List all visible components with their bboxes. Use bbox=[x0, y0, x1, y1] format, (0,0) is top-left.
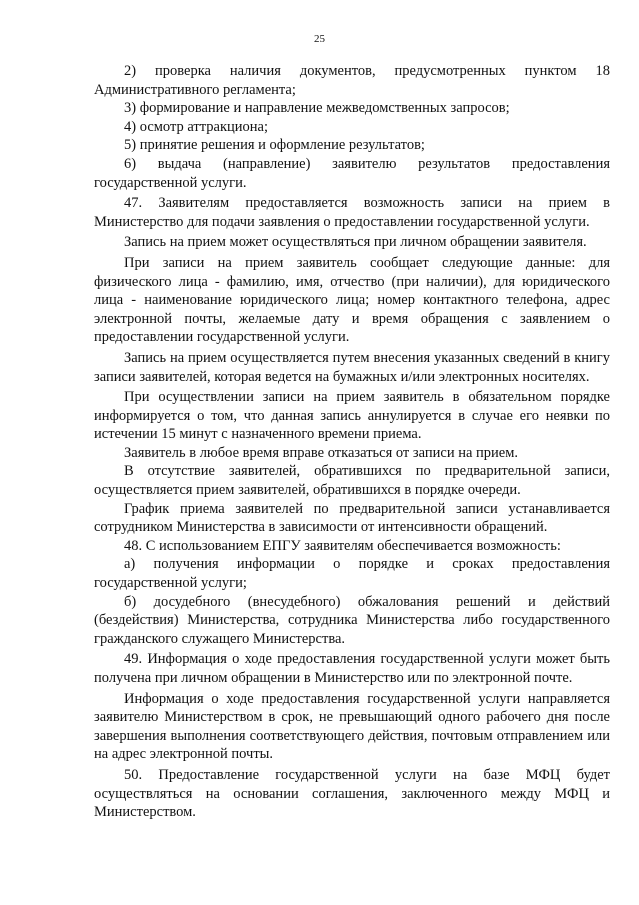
paragraph: 6) выдача (направление) заявителю результатов предоставления государственной услуги. bbox=[94, 155, 610, 191]
paragraph: б) досудебного (внесудебного) обжалования решений и действий (бездействия) Министерства, сотрудника Министерства либо государственного гражданского служащего Министерства. bbox=[94, 593, 610, 647]
document-body bbox=[94, 62, 610, 822]
paragraph: 47. Заявителям предоставляется возможность записи на прием в Министерство для подачи заявления о предоставлении государственной услуги. bbox=[94, 195, 610, 230]
paragraph: 3) формирование и направление межведомственных запросов; bbox=[124, 100, 510, 117]
paragraph: а) получения информации о порядке и сроках предоставления государственной услуги; bbox=[94, 556, 610, 592]
paragraph: 2) проверка наличия документов, предусмотренных пунктом 18 Административного регламента; bbox=[94, 63, 610, 98]
page-number: 25 bbox=[314, 33, 325, 45]
paragraph: При осуществлении записи на прием заявитель в обязательном порядке информируется о том, что данная запись аннулируется в случае его неявки по истечении 15 минут с назначенного времени приема. bbox=[94, 389, 610, 443]
paragraph: 4) осмотр аттракциона; bbox=[124, 118, 269, 135]
paragraph: Запись на прием может осуществляться при личном обращении заявителя. bbox=[124, 234, 587, 251]
paragraph: 5) принятие решения и оформление результатов; bbox=[124, 137, 425, 154]
paragraph: График приема заявителей по предварительной записи устанавливается сотрудником Министерства в зависимости от интенсивности обращений. bbox=[94, 500, 610, 536]
paragraph: 50. Предоставление государственной услуги на базе МФЦ будет осуществляться на основании соглашения, заключенного между МФЦ и Министерством. bbox=[94, 766, 610, 821]
paragraph: Запись на прием осуществляется путем внесения указанных сведений в книгу записи заявителей, которая ведется на бумажных и/или электронных носителях. bbox=[94, 349, 610, 385]
paragraph: 49. Информация о ходе предоставления государственной услуги может быть получена при личном обращении в Министерство или по электронной почте. bbox=[94, 651, 610, 686]
paragraph: 48. С использованием ЕПГУ заявителям обеспечивается возможность: bbox=[124, 537, 561, 554]
paragraph: Информация о ходе предоставления государственной услуги направляется заявителю Министерством в срок, не превышающий одного рабочего дня после завершения выполнения соответствующего действия, почтовым отправлением или на адрес электронной почты. bbox=[94, 690, 610, 763]
paragraph: В отсутствие заявителей, обратившихся по предварительной записи, осуществляется прием заявителей, обратившихся в порядке очереди. bbox=[94, 463, 610, 499]
paragraph: При записи на прием заявитель сообщает следующие данные: для физического лица - фамилию, имя, отчество (при наличии), для юридического лица - наименование юридического лица; номер контактного телефона, адрес электронной почты, желаемые дату и время обращения с заявлением о предоставлении государственной услуги. bbox=[94, 254, 610, 346]
paragraph: Заявитель в любое время вправе отказаться от записи на прием. bbox=[124, 444, 519, 461]
